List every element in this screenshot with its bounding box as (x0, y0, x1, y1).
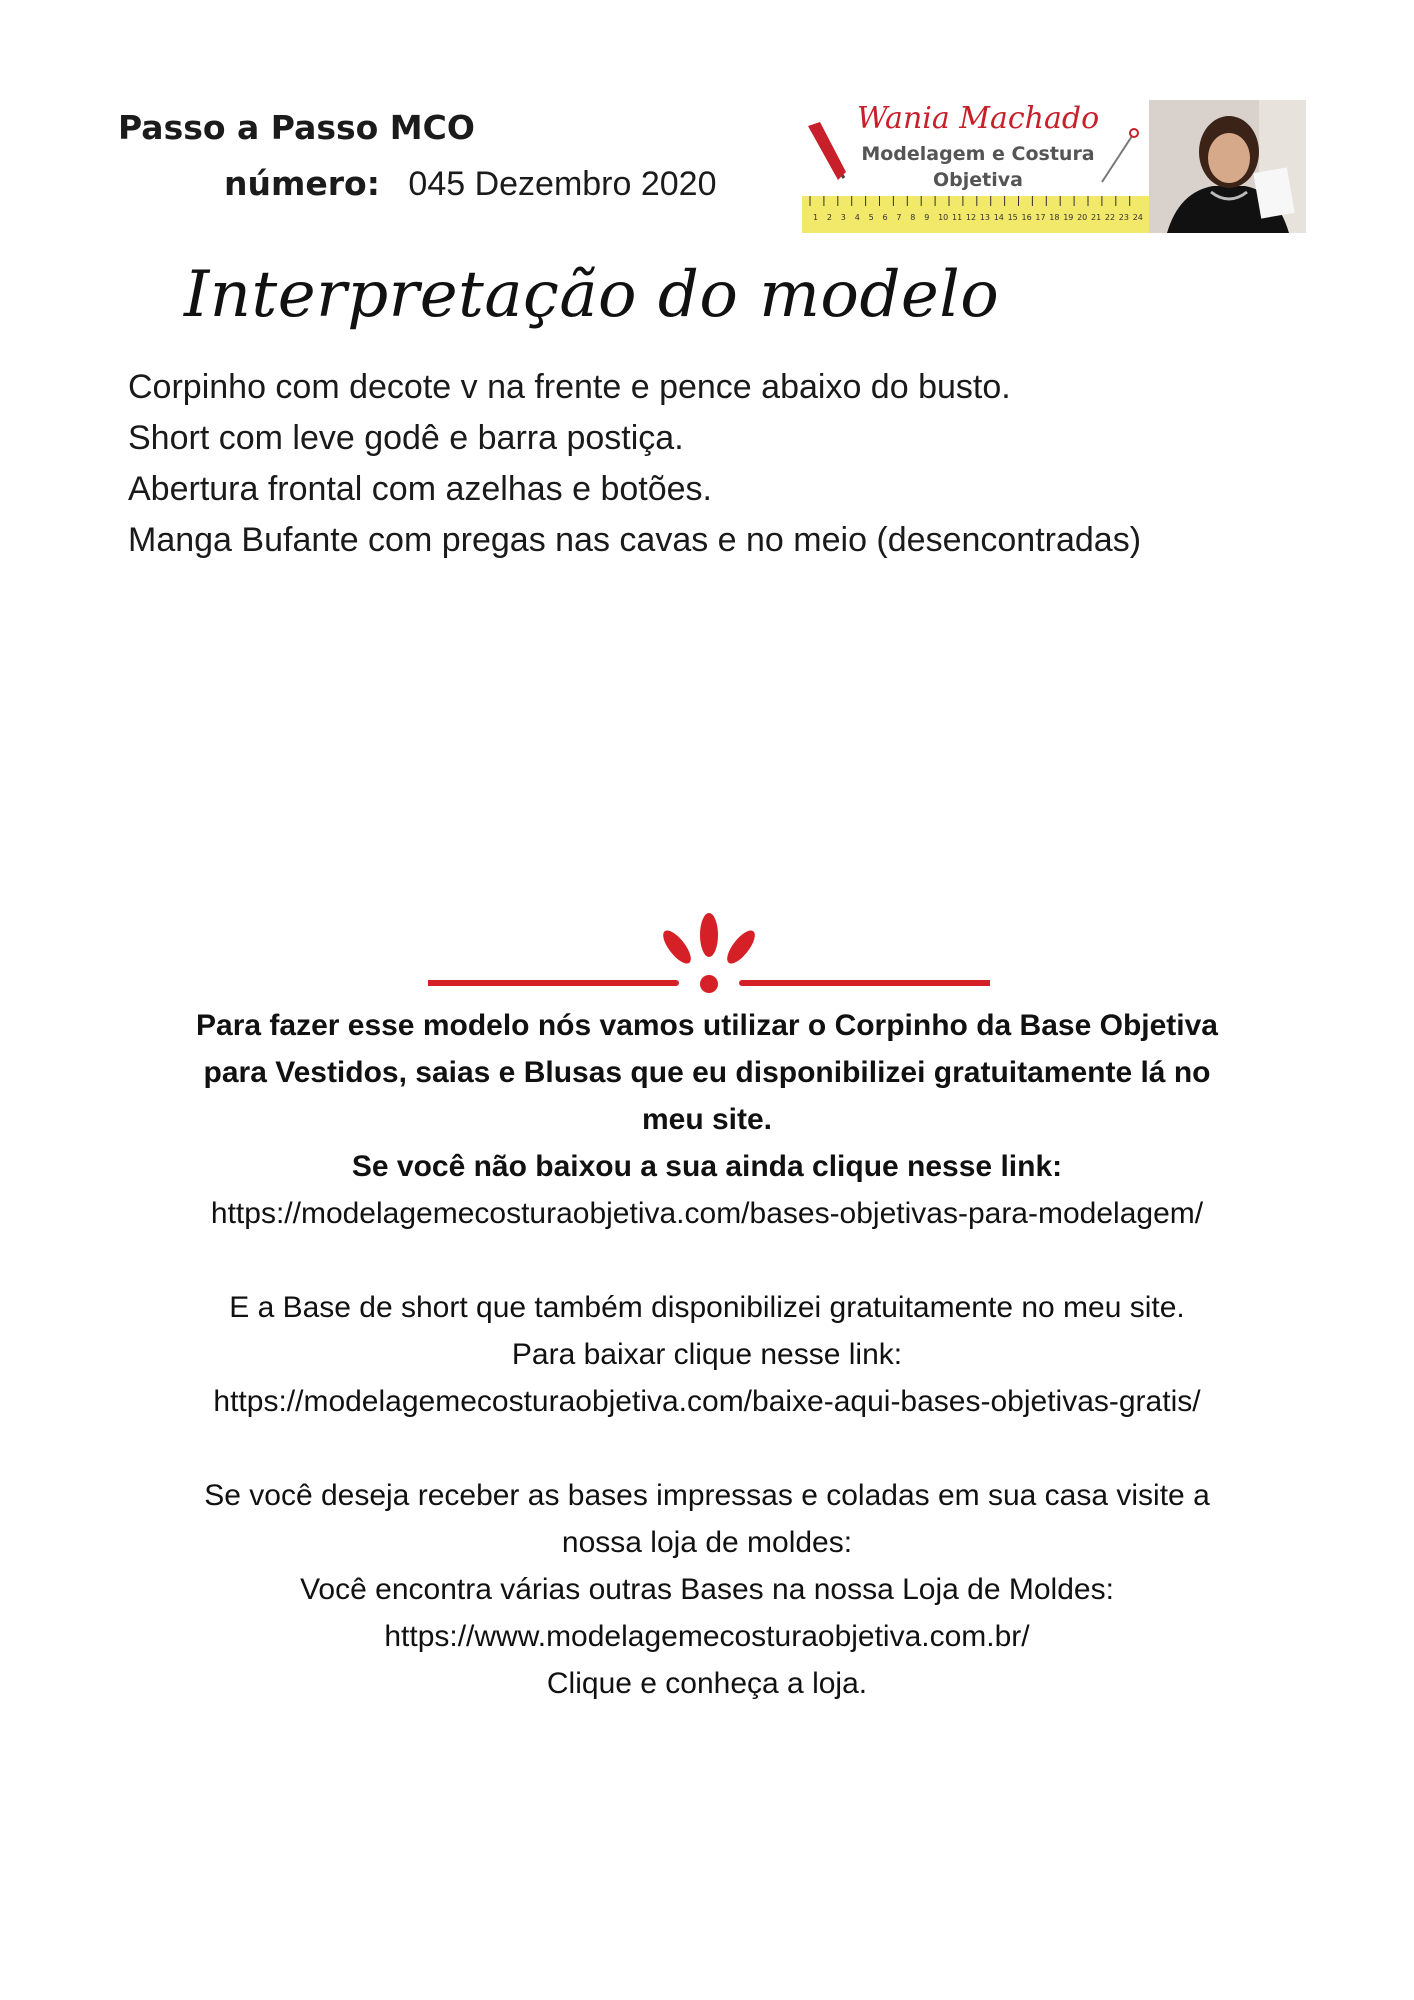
page-title: Interpretação do modelo (184, 258, 1000, 332)
shop-line: Se você deseja receber as bases impressas e coladas em sua casa visite a (204, 1479, 1210, 1512)
ruler-number: 6 (882, 213, 888, 222)
ruler-number: 10 (938, 213, 949, 222)
info-block (0, 1002, 1414, 1707)
sparkle-icon (428, 913, 990, 993)
ruler-number: 20 (1077, 213, 1088, 222)
shop-line: nossa loja de moldes: (561, 1526, 853, 1559)
info-bold-line: para Vestidos, saias e Blusas que eu disponibilizei gratuitamente lá no (203, 1056, 1211, 1089)
ruler-number: 7 (896, 213, 902, 222)
logo-line2: Objetiva (933, 169, 1023, 191)
spacer (0, 1425, 1414, 1472)
ruler-number: 9 (924, 213, 930, 222)
header-line1: Passo a Passo MCO (118, 108, 475, 147)
info-bold-line: Para fazer esse modelo nós vamos utilizar o Corpinho da Base Objetiva (196, 1009, 1218, 1042)
ruler-number: 18 (1049, 213, 1060, 222)
short-line: E a Base de short que também disponibilizei gratuitamente no meu site. (229, 1291, 1185, 1324)
bases-link[interactable]: https://modelagemecosturaobjetiva.com/bases-objetivas-para-modelagem/ (210, 1197, 1204, 1230)
number-label: número: (224, 164, 380, 203)
description-line: Abertura frontal com azelhas e botões. (128, 470, 712, 508)
ruler-number: 5 (868, 213, 874, 222)
ruler-number: 8 (910, 213, 916, 222)
logo-script-name: Wania Machado (856, 101, 1100, 136)
number-value: 045 Dezembro 2020 (408, 165, 717, 203)
ruler-number: 14 (993, 213, 1004, 222)
decorative-divider (428, 905, 990, 997)
ruler-number: 15 (1007, 213, 1018, 222)
ruler-number: 2 (826, 213, 832, 222)
ruler-number: 17 (1035, 213, 1046, 222)
spacer (0, 1237, 1414, 1284)
ruler-number: 4 (854, 213, 860, 222)
author-photo (1149, 100, 1306, 233)
shop-link[interactable]: https://www.modelagemecosturaobjetiva.com.br/ (384, 1620, 1030, 1653)
ruler-number: 22 (1104, 213, 1116, 222)
ruler-number: 21 (1091, 213, 1102, 222)
description-line: Manga Bufante com pregas nas cavas e no meio (desencontradas) (128, 521, 1142, 559)
ruler-number: 11 (952, 213, 963, 222)
ruler-number: 13 (979, 213, 990, 222)
model-description (128, 362, 1141, 566)
ruler-number: 16 (1021, 213, 1032, 222)
ruler-number: 3 (840, 213, 846, 222)
logo-line1: Modelagem e Costura (861, 143, 1095, 165)
description-line: Corpinho com decote v na frente e pence abaixo do busto. (128, 368, 1011, 406)
closing-line: Clique e conheça a loja. (546, 1667, 868, 1700)
ruler-number: 1 (813, 213, 819, 222)
info-bold-line: Se você não baixou a sua ainda clique nesse link: (351, 1150, 1063, 1183)
ruler-number: 23 (1118, 213, 1129, 222)
description-line: Short com leve godê e barra postiça. (128, 419, 684, 457)
ruler-number: 19 (1063, 213, 1074, 222)
short-line: Para baixar clique nesse link: (511, 1338, 903, 1371)
info-bold-line: meu site. (641, 1103, 773, 1136)
ruler-number: 24 (1132, 213, 1143, 222)
shop-line: Você encontra várias outras Bases na nossa Loja de Moldes: (300, 1573, 1114, 1606)
ruler-number: 12 (965, 213, 977, 222)
short-base-link[interactable]: https://modelagemecosturaobjetiva.com/baixe-aqui-bases-objetivas-gratis/ (213, 1385, 1201, 1418)
header-number (224, 164, 717, 204)
